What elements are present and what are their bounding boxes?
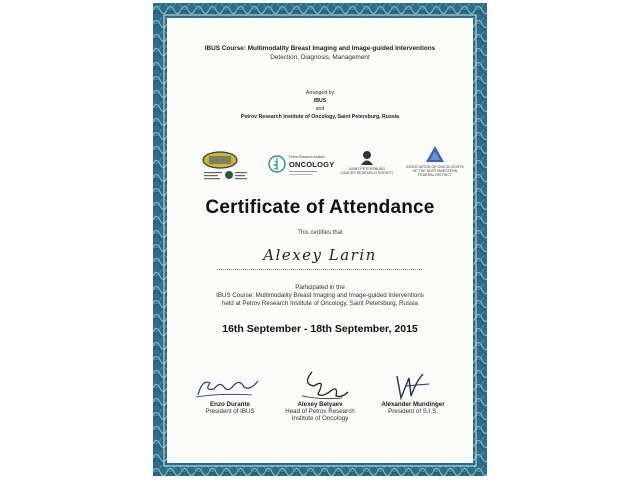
association-caption-line2: OF THE NORTHWESTERN bbox=[412, 169, 458, 173]
oncology-top-caption: Petrov Research Institute bbox=[289, 155, 325, 159]
triangle-emblem-icon bbox=[425, 145, 445, 163]
recipient-underline bbox=[217, 269, 422, 270]
signatory-name: Alexey Belyaev bbox=[297, 401, 343, 408]
signature-durante bbox=[192, 373, 262, 401]
participation-line3: held at Petrov Research Institute of Oncology, Saint Petersburg, Russia bbox=[222, 300, 418, 307]
organizer-ibus: IBUS bbox=[313, 98, 327, 104]
certificate bbox=[153, 3, 487, 476]
signatory-name: Alexander Mundinger bbox=[381, 401, 445, 408]
signatory-3 bbox=[363, 401, 463, 415]
certifies-text: This certifies that bbox=[297, 230, 343, 236]
signatory-title: Head of Petrov Research bbox=[285, 408, 355, 415]
course-subtitle: Detection, Diagnosis, Management bbox=[270, 54, 370, 61]
ibus-logo bbox=[200, 149, 250, 185]
signatory-title: President of S.I.S. bbox=[388, 408, 438, 415]
oncology-logo-text: ONCOLOGY bbox=[289, 160, 335, 169]
arranged-by-label: Arranged by bbox=[305, 90, 335, 96]
signatory-name: Enzo Durante bbox=[210, 401, 250, 408]
signature-belyaev bbox=[292, 368, 352, 404]
signatory-1 bbox=[180, 401, 280, 415]
certificate-body bbox=[167, 18, 473, 463]
society-caption-line1: SAINT PETERSBURG bbox=[348, 167, 386, 171]
signatory-title-line2: Institute of Oncology bbox=[291, 415, 349, 423]
participation-line2: IBUS Course: Multimodality Breast Imaging and Image-guided Interventions bbox=[216, 292, 424, 299]
society-caption-line2: CANCER RESEARCH SOCIETY bbox=[340, 171, 394, 175]
signatory-title: President of IBUS bbox=[205, 408, 255, 415]
caduceus-icon bbox=[268, 155, 286, 173]
ibus-emblem-icon bbox=[200, 149, 250, 185]
participation-line1: Participated in the bbox=[295, 284, 345, 291]
arranged-conjunction: and bbox=[315, 106, 325, 112]
oncology-logo bbox=[268, 152, 340, 182]
association-logo bbox=[405, 145, 465, 185]
course-title: IBUS Course: Multimodality Breast Imaging and Image-guided Interventions bbox=[204, 45, 436, 52]
logo-divider bbox=[289, 174, 313, 175]
signatory-2 bbox=[270, 401, 370, 423]
doctor-portrait-icon bbox=[359, 149, 375, 165]
logo-divider bbox=[289, 171, 317, 172]
organizer-petrov: Petrov Research Institute of Oncology, Saint Petersburg, Russia bbox=[240, 114, 400, 120]
recipient-name: Alexey Larin bbox=[263, 246, 377, 264]
association-caption-line1: ASSOCIATION OF ONCOLOGISTS bbox=[406, 165, 464, 169]
certificate-heading: Certificate of Attendance bbox=[205, 197, 435, 218]
society-logo bbox=[337, 149, 397, 185]
association-caption-line3: FEDERAL DISTRICT bbox=[417, 173, 452, 177]
signature-mundinger bbox=[387, 370, 437, 404]
course-dates: 16th September - 18th September, 2015 bbox=[222, 323, 418, 335]
